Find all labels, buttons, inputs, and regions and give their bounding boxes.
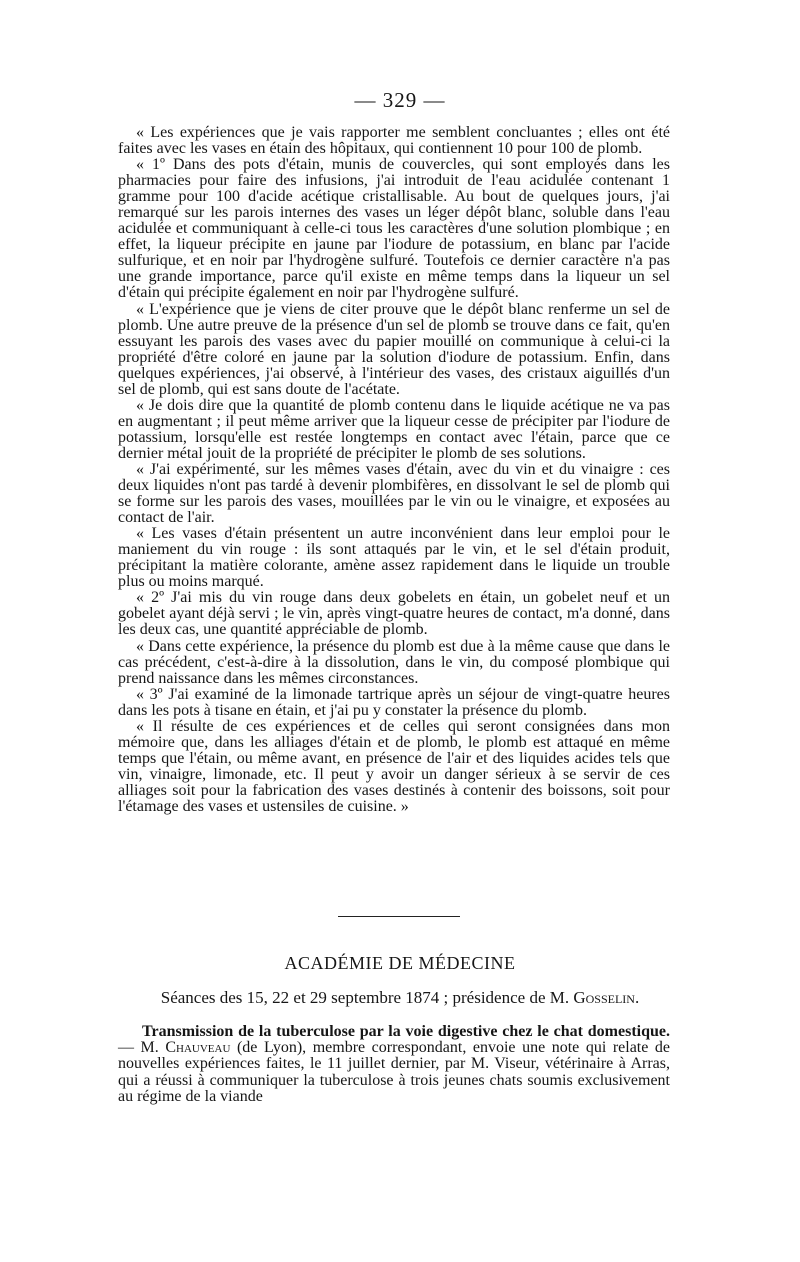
page-number: — 329 —: [354, 88, 446, 112]
paragraph-3: « L'expérience que je viens de citer prouve que le dépôt blanc renferme un sel de plomb. Une autre preuve de la présence d'un sel de plomb se trouve dans ce fait, qu'en essuyant les parois des vases avec du papier mouillé on communique à celui-ci la propriété d'être coloré en jaune par la solution d'iodure de potassium. Enfin, dans quelques expériences, j'ai observé, à l'intérieur des vases, des cristaux aiguillés d'un sel de plomb, qui est sans doute de l'acétate.: [118, 300, 670, 398]
session-end: .: [634, 988, 640, 1007]
section-divider: [338, 916, 460, 917]
body-text: [118, 125, 670, 815]
paragraph-6: « Les vases d'étain présentent un autre inconvénient dans leur emploi pour le maniement du vin rouge : ils sont attaqués par le vin, et le sel d'étain produit, précipitant la matière colorante, amène assez rapidement dans le liquide un trouble plus ou moins marqué.: [118, 525, 670, 591]
paragraph-2: « 1º Dans des pots d'étain, munis de couvercles, qui sont employés dans les pharmacies pour faire des infusions, j'ai introduit de l'eau acidulée contenant 1 gramme pour 100 d'acide acétique cristallisable. Au bout de quelques jours, j'ai remarqué sur les parois internes des vases un léger dépôt blanc, soluble dans l'eau acidulée et communiquant à celle-ci tous les caractères d'une solution plombique ; en effet, la liqueur précipite en jaune par l'iodure de potassium, en blanc par l'acide sulfurique, et en noir par l'hydrogène sulfuré. Toutefois ce dernier caractère n'a pas une grande importance, parce qu'il existe en même temps dans la liqueur un sel d'étain qui précipite également en noir par l'hydrogène sulfuré.: [118, 156, 670, 302]
paragraph-9: « 3º J'ai examiné de la limonade tartrique après un séjour de vingt-quatre heures dans les pots à tisane en étain, et j'ai pu y constater la présence du plomb.: [118, 685, 670, 719]
session-line: [0, 988, 800, 1008]
article-dash: — M.: [118, 1039, 166, 1057]
section-title: ACADÉMIE DE MÉDECINE: [284, 953, 516, 973]
article-text: (de Lyon), membre correspondant, envoie une note qui relate de nouvelles expériences faites, le 11 juillet dernier, par M. Viseur, vétérinaire à Arras, qui a réussi à communiquer la tuberculose à trois jeunes chats soumis exclusivement au régime de la viande: [118, 1039, 670, 1105]
article-paragraph: [118, 1024, 670, 1105]
paragraph-5: « J'ai expérimenté, sur les mêmes vases d'étain, avec du vin et du vinaigre : ces deux liquides n'ont pas tardé à devenir plombifères, en dissolvant le sel de plomb qui se forme sur les parois des vases, mouillées par le vin ou le vinaigre, et exposées au contact de l'air.: [118, 460, 670, 527]
paragraph-4: « Je dois dire que la quantité de plomb contenu dans le liquide acétique ne va pas en augmentant ; il peut même arriver que la liqueur cesse de précipiter par l'iodure de potassium, lorsqu'elle est restée longtemps en contact avec l'étain, parce que ce dernier métal jouit de la propriété de précipiter le plomb de ses solutions.: [118, 396, 670, 462]
president-name: Gosselin: [573, 988, 635, 1007]
session-text: Séances des 15, 22 et 29 septembre 1874 ; présidence de M.: [160, 988, 574, 1007]
paragraph-7: « 2º J'ai mis du vin rouge dans deux gobelets en étain, un gobelet neuf et un gobelet ayant déjà servi ; le vin, après vingt-quatre heures de contact, m'a donné, dans les deux cas, une quantité appréciable de plomb.: [118, 589, 670, 639]
paragraph-8: « Dans cette expérience, la présence du plomb est due à la même cause que dans le cas précédent, c'est-à-dire à la dissolution, dans le vin, du composé plombique qui prend naissance dans les mêmes circonstances.: [118, 637, 670, 687]
paragraph-10: « Il résulte de ces expériences et de celles qui seront consignées dans mon mémoire que, dans les alliages d'étain et de plomb, le plomb est attaqué en même temps que l'étain, ou même avant, en présence de l'air et des liquides acides tels que vin, vinaigre, limonade, etc. Il peut y avoir un danger sérieux à se servir de ces alliages soit pour la fabrication des vases destinés à contenir des boissons, soit pour l'étamage des vases et ustensiles de cuisine. »: [118, 717, 670, 815]
paragraph-1: « Les expériences que je vais rapporter me semblent concluantes ; elles ont été faites avec les vases en étain des hôpitaux, qui contiennent 10 pour 100 de plomb.: [118, 124, 670, 158]
author-name: Chauveau: [165, 1039, 231, 1057]
article-title: Transmission de la tuberculose par la voie digestive chez le chat domestique.: [142, 1023, 670, 1040]
